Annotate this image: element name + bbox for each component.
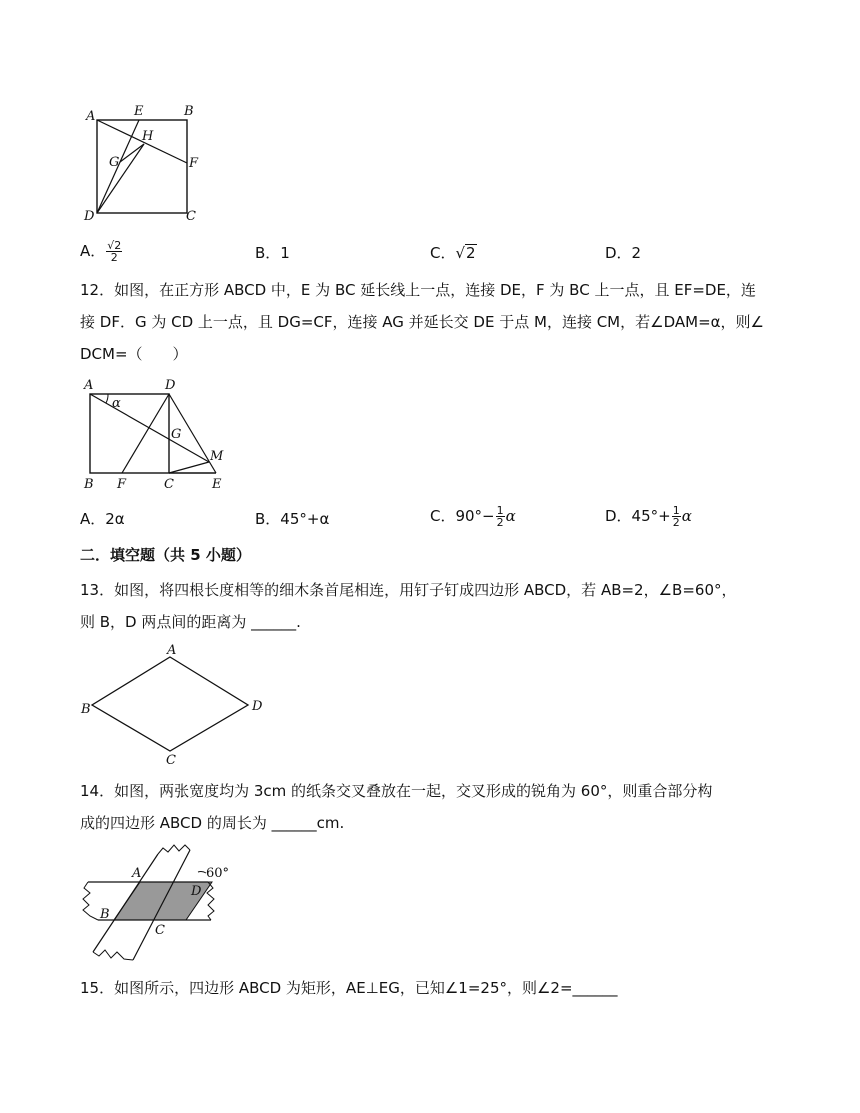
fraction: $\frac{1}{2}$ xyxy=(496,504,504,529)
label-a: A xyxy=(86,109,96,124)
label-g: G xyxy=(109,155,120,170)
q12-option-b[interactable]: B．45°+α xyxy=(255,510,330,528)
q15-line-1: 15．如图所示，四边形 ABCD 为矩形，AE⊥EG，已知∠1=25°，则∠2=______ xyxy=(80,979,618,997)
label-c: C xyxy=(155,923,165,938)
label-a: A xyxy=(167,643,177,658)
figure-q13 xyxy=(78,640,278,770)
radicand: 2 xyxy=(466,244,476,262)
label-m: M xyxy=(210,449,224,464)
label-h: H xyxy=(142,129,154,144)
sqrt-sign: √ xyxy=(455,244,466,262)
segment-df xyxy=(122,394,169,473)
label-d: D xyxy=(84,209,95,224)
section-heading: 二．填空题（共 5 小题） xyxy=(80,546,251,564)
q13-line-1: 13．如图，将四根长度相等的细木条首尾相连，用钉子钉成四边形 ABCD，若 AB=2，∠B=60°， xyxy=(80,581,737,599)
q11-option-c[interactable]: C．√2 xyxy=(430,244,476,262)
q14-line-1: 14．如图，两张宽度均为 3cm 的纸条交叉叠放在一起，交叉形成的锐角为 60°，则重合部分构 xyxy=(80,782,713,800)
q13-line-2: 则 B，D 两点间的距离为 ______. xyxy=(80,613,301,631)
label-c: C xyxy=(186,209,196,224)
fraction: $\frac{√2}{2}$ xyxy=(107,239,122,264)
segment-cm xyxy=(169,462,209,473)
label-a: A xyxy=(84,378,94,393)
label-b: B xyxy=(100,907,110,922)
figure-q11 xyxy=(80,100,210,225)
strip2-torn-top-edge xyxy=(158,845,190,854)
figure-q12 xyxy=(78,374,238,492)
q12-option-a[interactable]: A．2α xyxy=(80,510,125,528)
strip1-torn-left-edge xyxy=(83,882,98,920)
label-g: G xyxy=(171,427,182,442)
label-a: A xyxy=(132,866,142,881)
q12-option-d[interactable]: D．45°+ $\frac{1}{2}$ α xyxy=(605,504,692,529)
label-e: E xyxy=(134,104,144,119)
label-d: D xyxy=(165,378,176,393)
segment-am xyxy=(90,394,209,462)
fraction: $\frac{1}{2}$ xyxy=(672,504,680,529)
label-alpha: α xyxy=(112,396,121,411)
q14-line-2: 成的四边形 ABCD 的周长为 ______cm. xyxy=(80,814,345,832)
angle-arc-alpha xyxy=(106,394,108,403)
q11-option-b[interactable]: B．1 xyxy=(255,244,290,262)
label-d: D xyxy=(191,884,202,899)
label-b: B xyxy=(81,702,91,717)
label-b: B xyxy=(184,104,194,119)
figure-q14 xyxy=(78,842,248,964)
label-f: F xyxy=(117,477,127,492)
q12-line-3: DCM=（ ） xyxy=(80,345,188,363)
strip2-torn-bottom-edge xyxy=(93,950,133,960)
label-f: F xyxy=(189,156,199,171)
label-d: D xyxy=(252,699,263,714)
label-angle: 60° xyxy=(206,866,230,881)
q12-option-c[interactable]: C．90°− $\frac{1}{2}$ α xyxy=(430,504,516,529)
segment-dh xyxy=(97,144,144,213)
q12-line-2: 接 DF．G 为 CD 上一点，且 DG=CF，连接 AG 并延长交 DE 于点 M，连接 CM，若∠DAM=α，则∠ xyxy=(80,313,764,331)
label-e: E xyxy=(212,477,222,492)
label-b: B xyxy=(84,477,94,492)
rhombus-abcd xyxy=(92,657,248,751)
label-c: C xyxy=(164,477,174,492)
angle-arc-60 xyxy=(198,872,206,873)
label-c: C xyxy=(166,753,176,768)
q11-option-a[interactable]: A． $\frac{√2}{2}$ xyxy=(80,239,122,264)
q12-line-1: 12．如图，在正方形 ABCD 中，E 为 BC 延长线上一点，连接 DE，F 为 BC 上一点，且 EF=DE，连 xyxy=(80,281,756,299)
q11-option-d[interactable]: D．2 xyxy=(605,244,642,262)
